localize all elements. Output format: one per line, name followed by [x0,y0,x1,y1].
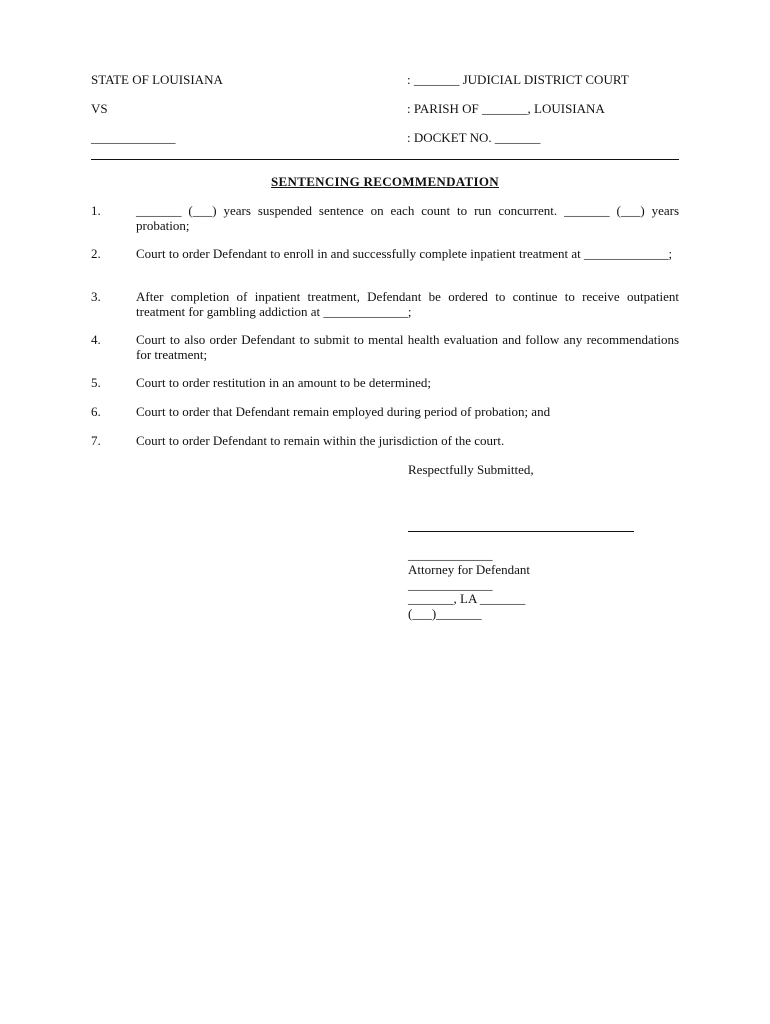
attorney-phone-blank: (___)_______ [408,606,482,621]
item-text: _______ (___) years suspended sentence on each count to run concurrent. _______ (___) years probation; [136,203,679,233]
item-text: After completion of inpatient treatment, Defendant be ordered to continue to receive outpatient treatment for gambling addiction at _____________; [136,289,679,319]
document-title: SENTENCING RECOMMENDATION [271,174,499,189]
item-text: Court to also order Defendant to submit to mental health evaluation and follow any recommendations for treatment; [136,332,679,362]
item-number: 4. [91,332,101,347]
item-number: 2. [91,246,101,261]
item-text: Court to order restitution in an amount to be determined; [136,375,431,390]
caption-divider [91,159,679,160]
recommendation-item [91,289,679,319]
recommendation-item [91,404,679,419]
attorney-city-blank: _______, LA _______ [408,591,526,606]
caption-docket: : DOCKET NO. _______ [407,130,541,145]
item-number: 7. [91,433,101,448]
caption-parish: : PARISH OF _______, LOUISIANA [407,101,605,116]
item-number: 6. [91,404,101,419]
recommendation-item [91,433,679,448]
signature-line [408,531,634,532]
recommendation-item [91,375,679,390]
recommendation-item [91,203,679,233]
item-number: 5. [91,375,101,390]
item-text: Court to order that Defendant remain employed during period of probation; and [136,404,551,419]
item-number: 3. [91,289,101,304]
attorney-name-blank: _____________ [408,547,493,562]
item-text: Court to order Defendant to enroll in and successfully complete inpatient treatment at _____________; [136,246,673,261]
item-number: 1. [91,203,101,218]
caption-defendant-blank: _____________ [91,130,176,145]
item-text: Court to order Defendant to remain within the jurisdiction of the court. [136,433,505,448]
attorney-role: Attorney for Defendant [408,562,531,577]
caption-versus: VS [91,101,108,116]
closing-text: Respectfully Submitted, [408,462,534,477]
attorney-firm-blank: _____________ [408,577,493,592]
caption-court: : _______ JUDICIAL DISTRICT COURT [407,72,629,87]
caption-state: STATE OF LOUISIANA [91,72,223,87]
recommendation-item [91,246,679,261]
recommendation-item [91,332,679,362]
